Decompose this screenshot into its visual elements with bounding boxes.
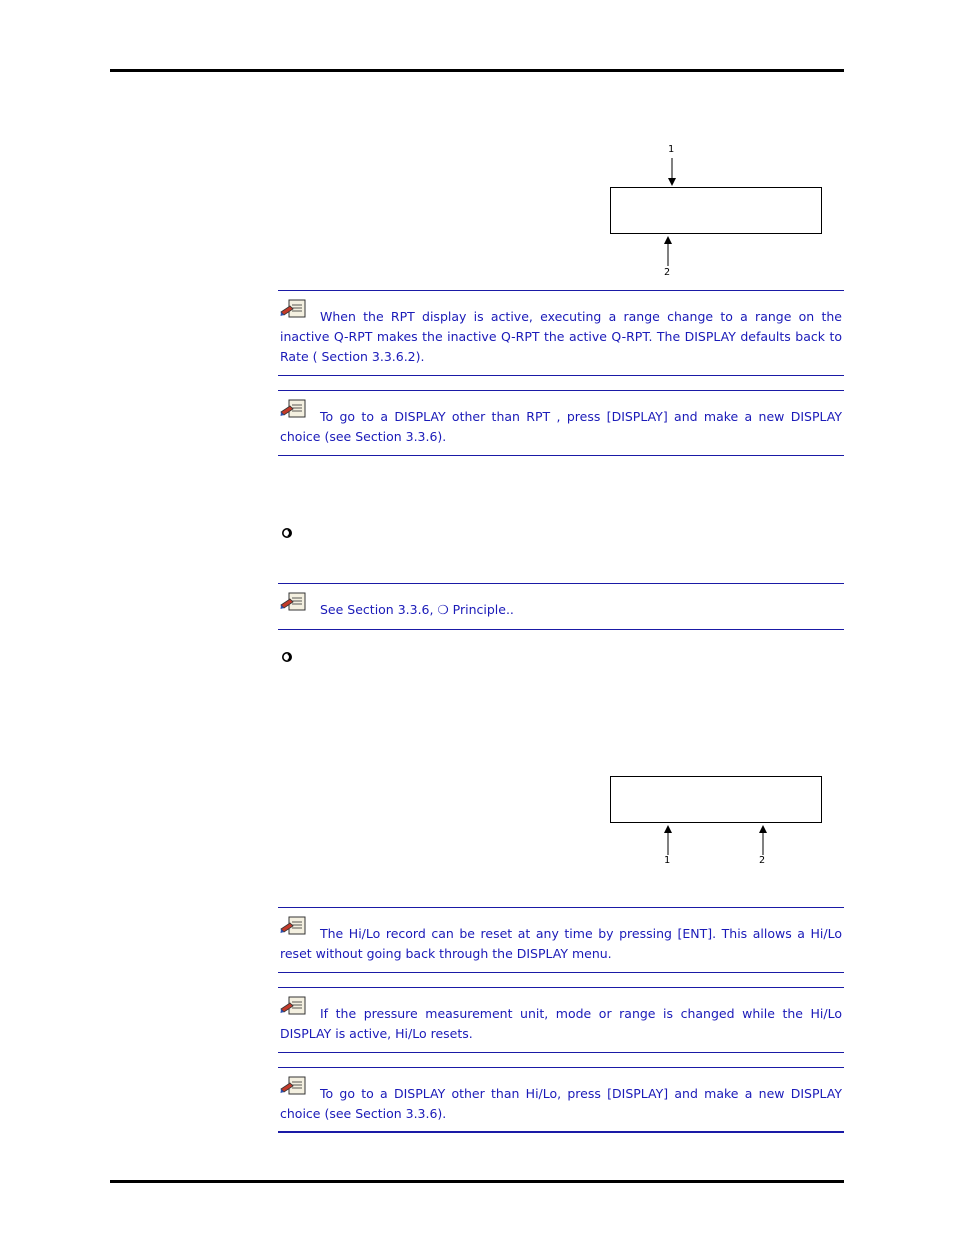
figure2-callout-1: 1: [664, 855, 671, 866]
note-hilo-other-display: [278, 1067, 844, 1133]
note-see-principle: [278, 583, 844, 630]
note-hilo-reset: [278, 907, 844, 973]
note-text-suffix: Principle..: [448, 602, 514, 617]
hollow-bullet-icon: [281, 527, 293, 539]
note-text: To go to a DISPLAY other than Hi/Lo, press [DISPLAY] and make a new DISPLAY choice (see Section 3.3.6).: [280, 1086, 842, 1121]
note-rpt-other-display: [278, 390, 844, 456]
principle-bullet-glyph: ❍: [437, 602, 449, 617]
note-text: When the RPT display is active, executing a range change to a range on the inactive Q-RPT makes the inactive Q-RPT the active Q-RPT. The DISPLAY defaults back to Rate ( Section 3.3.6.2).: [280, 309, 842, 364]
figure2-callout-2: 2: [759, 855, 766, 866]
note-rpt-range-change: [278, 290, 844, 376]
note-text-prefix: See Section 3.3.6,: [320, 602, 438, 617]
note-text: The Hi/Lo record can be reset at any time by pressing [ENT]. This allows a Hi/Lo reset without going back through the DISPLAY menu.: [280, 926, 842, 961]
note-text: To go to a DISPLAY other than RPT , press [DISPLAY] and make a new DISPLAY choice (see Section 3.3.6).: [280, 409, 842, 444]
figure1-callout-1: 1: [668, 144, 675, 155]
figure1-callout-2: 2: [664, 267, 671, 278]
footer-rule: [110, 1180, 844, 1183]
display-diagram-hilo: [610, 776, 822, 823]
display-diagram-rpt: [610, 187, 822, 234]
hollow-bullet-icon: [281, 651, 293, 663]
note-text: If the pressure measurement unit, mode or range is changed while the Hi/Lo DISPLAY is active, Hi/Lo resets.: [280, 1006, 842, 1041]
note-hilo-unit-change: [278, 987, 844, 1053]
header-rule: [110, 69, 844, 72]
